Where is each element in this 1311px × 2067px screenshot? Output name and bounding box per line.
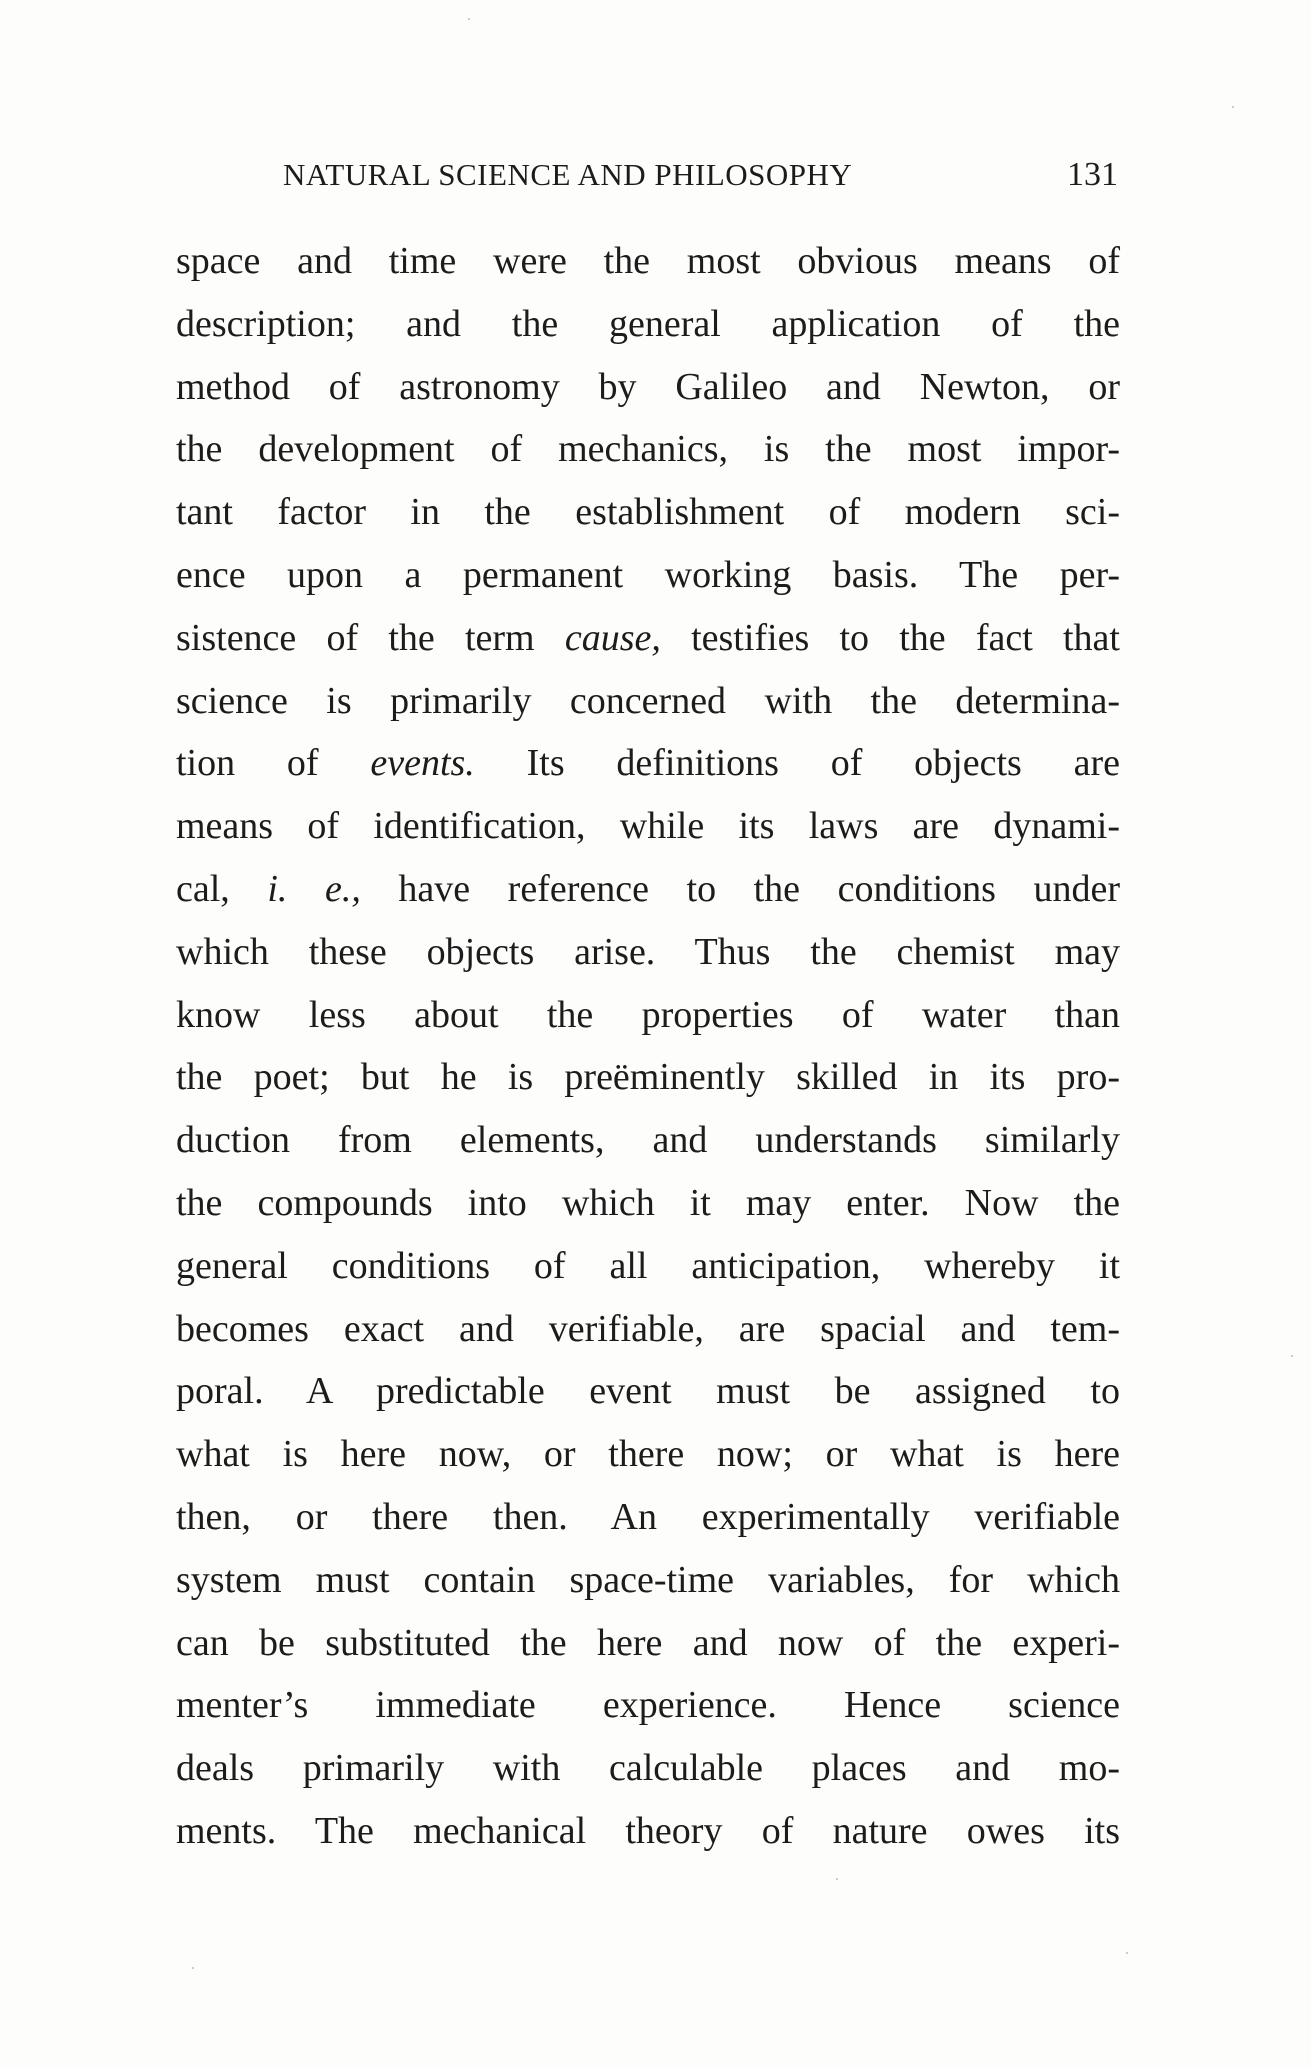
text-line: the poet; but he is preëminently skilled in its pro-	[176, 1056, 1120, 1099]
text-line: poral. A predictable event must be assigned to	[176, 1370, 1120, 1413]
text-line: the development of mechanics, is the most impor-	[176, 428, 1120, 471]
text-line: means of identification, while its laws are dynami-	[176, 805, 1120, 848]
italic-term: cause,	[564, 616, 661, 659]
body-text	[176, 230, 1120, 1863]
text-line	[176, 607, 1120, 670]
text-run: tion of	[176, 742, 371, 785]
text-run: have reference to the conditions under	[360, 867, 1120, 910]
paper-speck	[1232, 106, 1234, 108]
italic-term: i. e.,	[267, 867, 361, 910]
text-line: deals primarily with calculable places and mo-	[176, 1747, 1120, 1790]
text-line: space and time were the most obvious means of	[176, 240, 1120, 282]
paper-speck	[192, 1967, 194, 1969]
text-run: Its definitions of objects are	[474, 742, 1120, 785]
text-line: tant factor in the establishment of modern sci-	[176, 491, 1120, 534]
running-title: NATURAL SCIENCE AND PHILOSOPHY	[283, 157, 853, 192]
text-line: can be substituted the here and now of the experi-	[176, 1621, 1120, 1664]
text-run: testifies to the fact that	[660, 616, 1120, 659]
text-line: duction from elements, and understands similarly	[176, 1119, 1120, 1162]
text-line: ence upon a permanent working basis. The per-	[176, 553, 1120, 596]
text-line: the compounds into which it may enter. Now the	[176, 1181, 1120, 1224]
paper-speck	[468, 18, 470, 20]
italic-term: events.	[370, 742, 475, 785]
text-line: system must contain space-time variables, for which	[176, 1558, 1120, 1601]
text-line: science is primarily concerned with the determina-	[176, 679, 1120, 722]
text-line	[176, 858, 1120, 921]
paper-speck	[1126, 1952, 1128, 1954]
text-line: general conditions of all anticipation, whereby it	[176, 1244, 1120, 1287]
text-line: what is here now, or there now; or what is here	[176, 1433, 1120, 1476]
paper-speck	[836, 1878, 838, 1880]
page-number: 131	[1067, 156, 1118, 193]
text-line: method of astronomy by Galileo and Newton, or	[176, 365, 1120, 408]
text-line: menter’s immediate experience. Hence science	[176, 1684, 1120, 1727]
text-line: then, or there then. An experimentally verifiable	[176, 1495, 1120, 1538]
text-line	[176, 732, 1120, 795]
text-line: know less about the properties of water than	[176, 993, 1120, 1036]
running-head	[178, 150, 1118, 200]
paper-speck	[1291, 1355, 1293, 1357]
text-run: cal,	[176, 867, 268, 910]
text-line: ments. The mechanical theory of nature owes its	[176, 1809, 1120, 1852]
text-line: which these objects arise. Thus the chemist may	[176, 930, 1120, 973]
text-line: becomes exact and verifiable, are spacial and tem-	[176, 1307, 1120, 1350]
text-run: sistence of the term	[176, 616, 565, 659]
text-line: description; and the general application of the	[176, 302, 1120, 345]
